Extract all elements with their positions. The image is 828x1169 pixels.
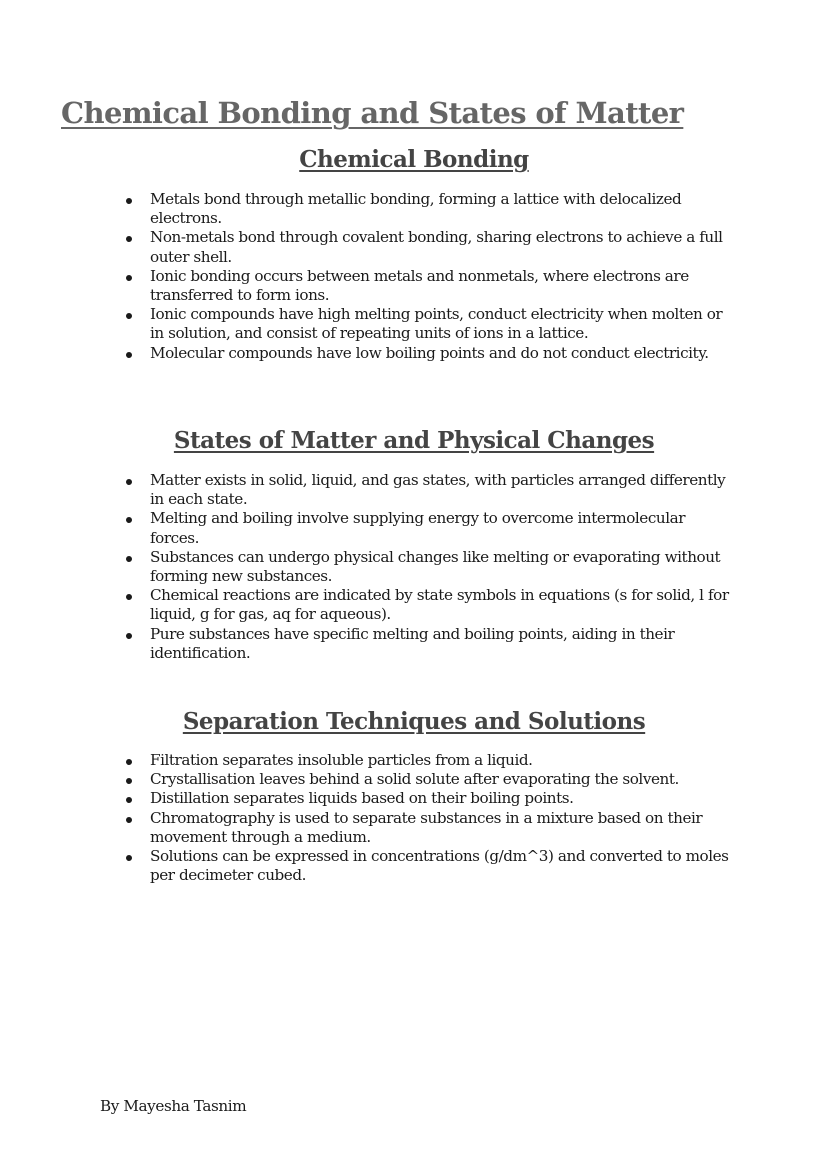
list-item xyxy=(125,471,735,509)
list-item-text: Chromatography is used to separate substances in a mixture based on their movement through a medium. xyxy=(150,808,703,846)
section-heading: Chemical Bonding xyxy=(299,146,529,173)
bullet-icon xyxy=(126,797,132,803)
list-item xyxy=(125,625,735,663)
bullet-icon xyxy=(126,817,132,823)
author-credit: By Mayesha Tasnim xyxy=(100,1097,247,1115)
list-item xyxy=(125,548,735,586)
list-item xyxy=(125,228,735,266)
bullet-list-states-of-matter xyxy=(125,471,735,663)
list-item xyxy=(125,770,735,789)
list-item-text: Ionic bonding occurs between metals and nonmetals, where electrons are transferred to form ions. xyxy=(150,266,689,305)
section-chemical-bonding xyxy=(0,146,828,173)
list-item-text: Distillation separates liquids based on their boiling points. xyxy=(150,789,574,808)
section-heading: Separation Techniques and Solutions xyxy=(182,708,646,735)
list-item xyxy=(125,809,735,847)
bullet-icon xyxy=(126,855,132,861)
bullet-icon xyxy=(126,594,132,600)
list-item-text: Chemical reactions are indicated by state symbols in equations (s for solid, l for liquid, g for gas, aq for aqueous). xyxy=(150,586,729,624)
bullet-icon xyxy=(126,759,132,765)
bullet-icon xyxy=(126,313,132,319)
list-item-text: Ionic compounds have high melting points, conduct electricity when molten or in solution, and consist of repeating units of ions in a lattice. xyxy=(150,305,723,343)
bullet-icon xyxy=(126,556,132,562)
list-item xyxy=(125,789,735,808)
bullet-icon xyxy=(126,352,132,358)
bullet-icon xyxy=(126,275,132,281)
list-item-text: Molecular compounds have low boiling points and do not conduct electricity. xyxy=(150,343,709,362)
list-item-text: Pure substances have specific melting and boiling points, aiding in their identification. xyxy=(150,624,675,662)
page-title: Chemical Bonding and States of Matter xyxy=(61,96,684,130)
list-item xyxy=(125,344,735,363)
list-item-text: Melting and boiling involve supplying energy to overcome intermolecular forces. xyxy=(150,509,686,547)
list-item xyxy=(125,847,735,885)
list-item xyxy=(125,509,735,547)
list-item-text: Crystallisation leaves behind a solid solute after evaporating the solvent. xyxy=(150,770,679,789)
list-item xyxy=(125,190,735,228)
list-item xyxy=(125,267,735,305)
list-item xyxy=(125,305,735,343)
bullet-list-separation-techniques xyxy=(125,751,735,885)
list-item xyxy=(125,751,735,770)
list-item-text: Filtration separates insoluble particles from a liquid. xyxy=(150,751,533,769)
section-states-of-matter xyxy=(0,427,828,454)
bullet-icon xyxy=(126,778,132,784)
list-item-text: Solutions can be expressed in concentrations (g/dm^3) and converted to moles per decimeter cubed. xyxy=(150,847,729,885)
bullet-icon xyxy=(126,198,132,204)
section-separation-techniques xyxy=(0,708,828,735)
list-item-text: Metals bond through metallic bonding, forming a lattice with delocalized electrons. xyxy=(150,190,682,228)
list-item-text: Matter exists in solid, liquid, and gas states, with particles arranged differently in each state. xyxy=(150,471,726,509)
section-heading: States of Matter and Physical Changes xyxy=(173,427,655,454)
bullet-icon xyxy=(126,236,132,242)
list-item xyxy=(125,586,735,624)
bullet-icon xyxy=(126,633,132,639)
list-item-text: Non-metals bond through covalent bonding, sharing electrons to achieve a full outer shell. xyxy=(150,228,723,266)
bullet-list-chemical-bonding xyxy=(125,190,735,363)
bullet-icon xyxy=(126,479,132,485)
bullet-icon xyxy=(126,517,132,523)
list-item-text: Substances can undergo physical changes like melting or evaporating without forming new substances. xyxy=(150,547,721,586)
